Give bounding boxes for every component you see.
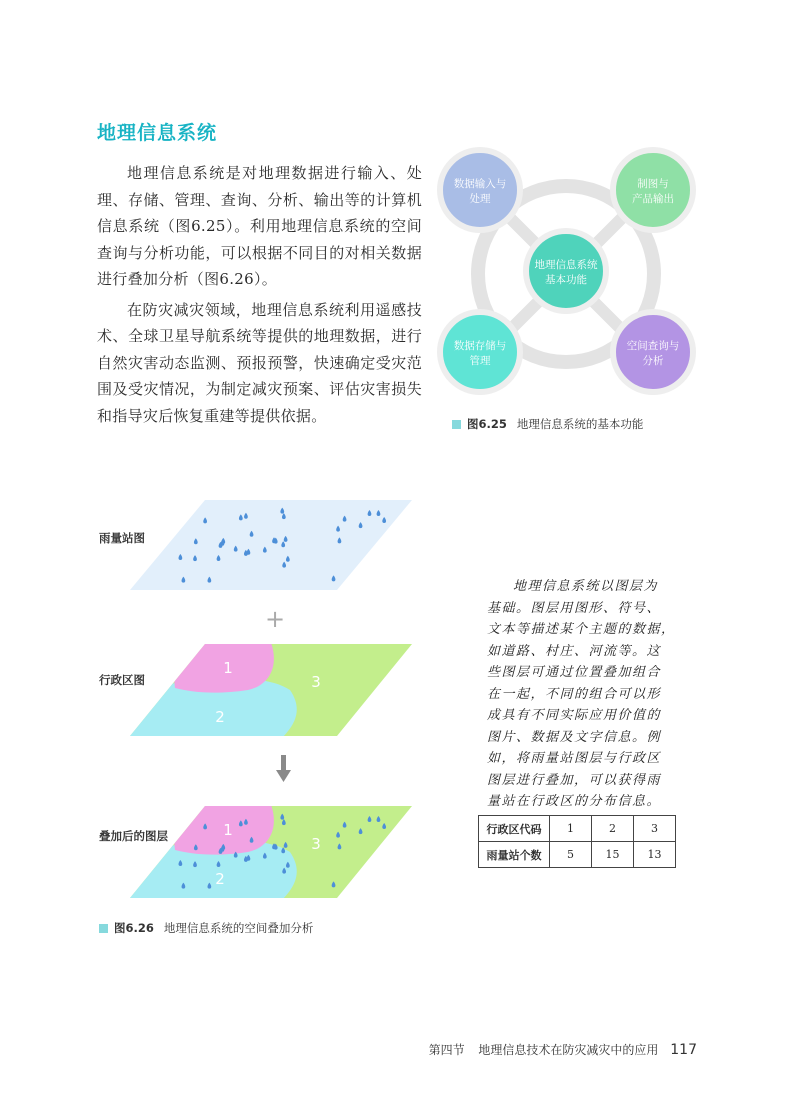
body-text [97, 160, 422, 433]
plus-icon: + [264, 605, 286, 633]
circle-data-storage [440, 312, 520, 392]
table-row [479, 842, 676, 868]
sidebar-line: 些图层可通过位置叠加组合 [487, 665, 662, 680]
label-tr-1: 制图与 [637, 178, 669, 190]
label-bl-1: 数据存储与 [453, 340, 507, 352]
overlay-region-3-label: 3 [311, 835, 321, 853]
table-cell: 13 [634, 842, 676, 868]
layer-label-overlay: 叠加后的图层 [99, 829, 168, 843]
page-footer [429, 1041, 697, 1058]
circle-map-output [613, 150, 693, 230]
figure-6-26-diagram [130, 490, 420, 910]
region-3-label: 3 [311, 673, 321, 691]
table-cell: 15 [592, 842, 634, 868]
circle-spatial-query [613, 312, 693, 392]
sidebar-line: 图层进行叠加，可以获得雨 [487, 772, 662, 788]
figure-6-26-caption [99, 920, 313, 936]
caption-text: 地理信息系统的基本功能 [516, 417, 644, 431]
label-br-2: 分析 [642, 355, 664, 367]
region-1-area [170, 640, 274, 693]
sidebar-note [487, 576, 677, 813]
overlay-layer [130, 802, 420, 902]
page-number: 117 [670, 1042, 697, 1058]
label-tr-2: 产品输出 [632, 193, 674, 205]
sidebar-line: 成具有不同实际应用价值的 [487, 708, 662, 723]
label-bl-2: 管理 [469, 355, 491, 367]
label-tl-2: 处理 [469, 193, 491, 205]
sidebar-line: 在一起，不同的组合可以形 [487, 686, 662, 702]
label-tl-1: 数据输入与 [453, 178, 507, 190]
section-title: 地理信息系统 [97, 122, 218, 144]
table-cell: 1 [550, 816, 592, 842]
figure-6-25-caption [452, 416, 643, 432]
sidebar-line: 基础。图层用图形、符号、 [487, 600, 662, 616]
caption-marker-icon [99, 924, 108, 933]
sidebar-line: 图片、数据及文字信息。例 [487, 729, 662, 745]
label-center-2: 基本功能 [545, 274, 587, 286]
overlay-region-1-label: 1 [223, 821, 233, 839]
caption-number: 图6.25 [467, 417, 507, 431]
sidebar-line: 地理信息系统以图层为 [513, 579, 659, 594]
label-br-1: 空间查询与 [626, 340, 680, 352]
circle-data-input [440, 150, 520, 230]
table-cell: 雨量站个数 [479, 842, 550, 868]
admin-layer [130, 640, 420, 740]
figure-6-25-diagram [436, 140, 696, 410]
region-2-label: 2 [215, 708, 225, 726]
caption-text: 地理信息系统的空间叠加分析 [163, 921, 314, 935]
paragraph-1: 地理信息系统是对地理数据进行输入、处理、存储、管理、查询、分析、输出等的计算机信息系统（图6.25）。利用地理信息系统的空间查询与分析功能，可以根据不同目的对相关数据进行叠加分析（图6.26）。 [97, 164, 422, 288]
layer-label-rain: 雨量站图 [99, 531, 145, 545]
label-center-1: 地理信息系统 [534, 259, 598, 271]
region-1-label: 1 [223, 659, 233, 677]
down-arrow-icon [276, 755, 291, 782]
footer-section: 第四节 [428, 1043, 465, 1057]
table-cell: 3 [634, 816, 676, 842]
table-cell: 行政区代码 [479, 816, 550, 842]
layer-label-admin: 行政区图 [99, 673, 145, 687]
caption-number: 图6.26 [114, 921, 154, 935]
sidebar-line: 文本等描述某个主题的数据， [487, 622, 676, 637]
paragraph-2: 在防灾减灾领域，地理信息系统利用遥感技术、全球卫星导航系统等提供的地理数据，进行自然灾害动态监测、预报预警，快速确定受灾范围及受灾情况，为制定减灾预案、评估灾害损失和指导灾后恢复重建等提供依据。 [97, 300, 422, 425]
footer-title: 地理信息技术在防灾减灾中的应用 [478, 1043, 659, 1057]
table-cell: 2 [592, 816, 634, 842]
sidebar-line: 如道路、村庄、河流等。这 [487, 643, 662, 659]
caption-marker-icon [452, 420, 461, 429]
circle-center [526, 231, 606, 311]
table-cell: 5 [550, 842, 592, 868]
rain-station-table [478, 815, 676, 868]
table-row [479, 816, 676, 842]
sidebar-line: 量站在行政区的分布信息。 [487, 794, 662, 809]
overlay-region-2-label: 2 [215, 870, 225, 888]
sidebar-line: 如，将雨量站图层与行政区 [487, 751, 662, 766]
